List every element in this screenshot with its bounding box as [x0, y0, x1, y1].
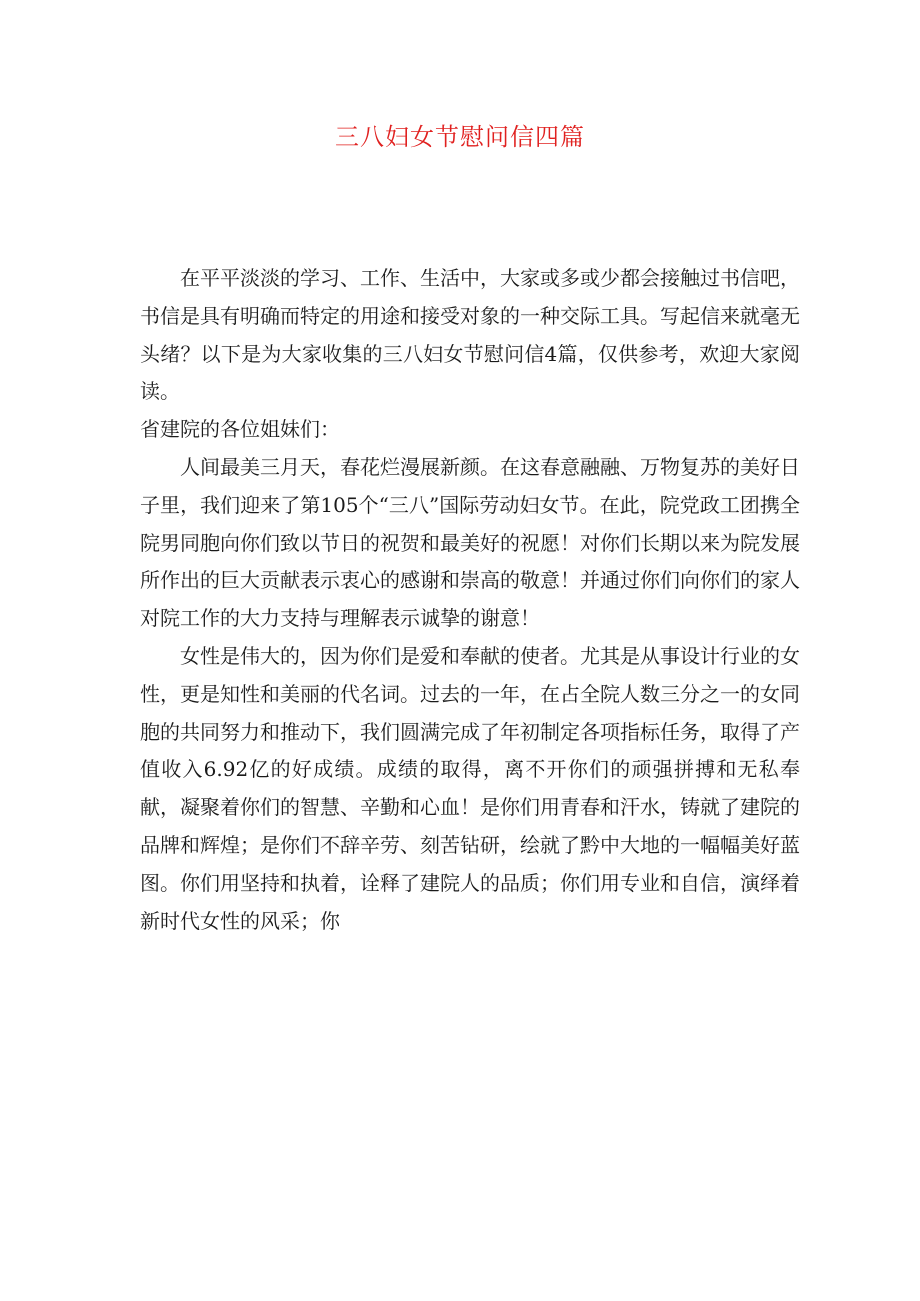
document-body — [140, 260, 800, 940]
salutation: 省建院的各位姐妹们： — [140, 417, 340, 442]
page-title: 三八妇女节慰问信四篇 — [335, 123, 585, 151]
intro-paragraph: 在平平淡淡的学习、工作、生活中，大家或多或少都会接触过书信吧，书信是具有明确而特定的用途和接受对象的一种交际工具。写起信来就毫无头绪？以下是为大家收集的三八妇女节慰问信4篇，仅供参考，欢迎大家阅读。 — [140, 266, 800, 404]
body-paragraph-2: 女性是伟大的，因为你们是爱和奉献的使者。尤其是从事设计行业的女性，更是知性和美丽的代名词。过去的一年，在占全院人数三分之一的女同胞的共同努力和推动下，我们圆满完成了年初制定各项指标任务，取得了产值收入6.92亿的好成绩。成绩的取得，离不开你们的顽强拼搏和无私奉献，凝聚着你们的智慧、辛勤和心血！是你们用青春和汗水，铸就了建院的品牌和辉煌；是你们不辞辛劳、刻苦钻研，绘就了黔中大地的一幅幅美好蓝图。你们用坚持和执着，诠释了建院人的品质；你们用专业和自信，演绎着新时代女性的风采；你 — [140, 643, 800, 933]
body-paragraph-1: 人间最美三月天，春花烂漫展新颜。在这春意融融、万物复苏的美好日子里，我们迎来了第105个“三八”国际劳动妇女节。在此，院党政工团携全院男同胞向你们致以节日的祝贺和最美好的祝愿！对你们长期以来为院发展所作出的巨大贡献表示衷心的感谢和崇高的敬意！并通过你们向你们的家人对院工作的大力支持与理解表示诚挚的谢意！ — [140, 454, 800, 631]
